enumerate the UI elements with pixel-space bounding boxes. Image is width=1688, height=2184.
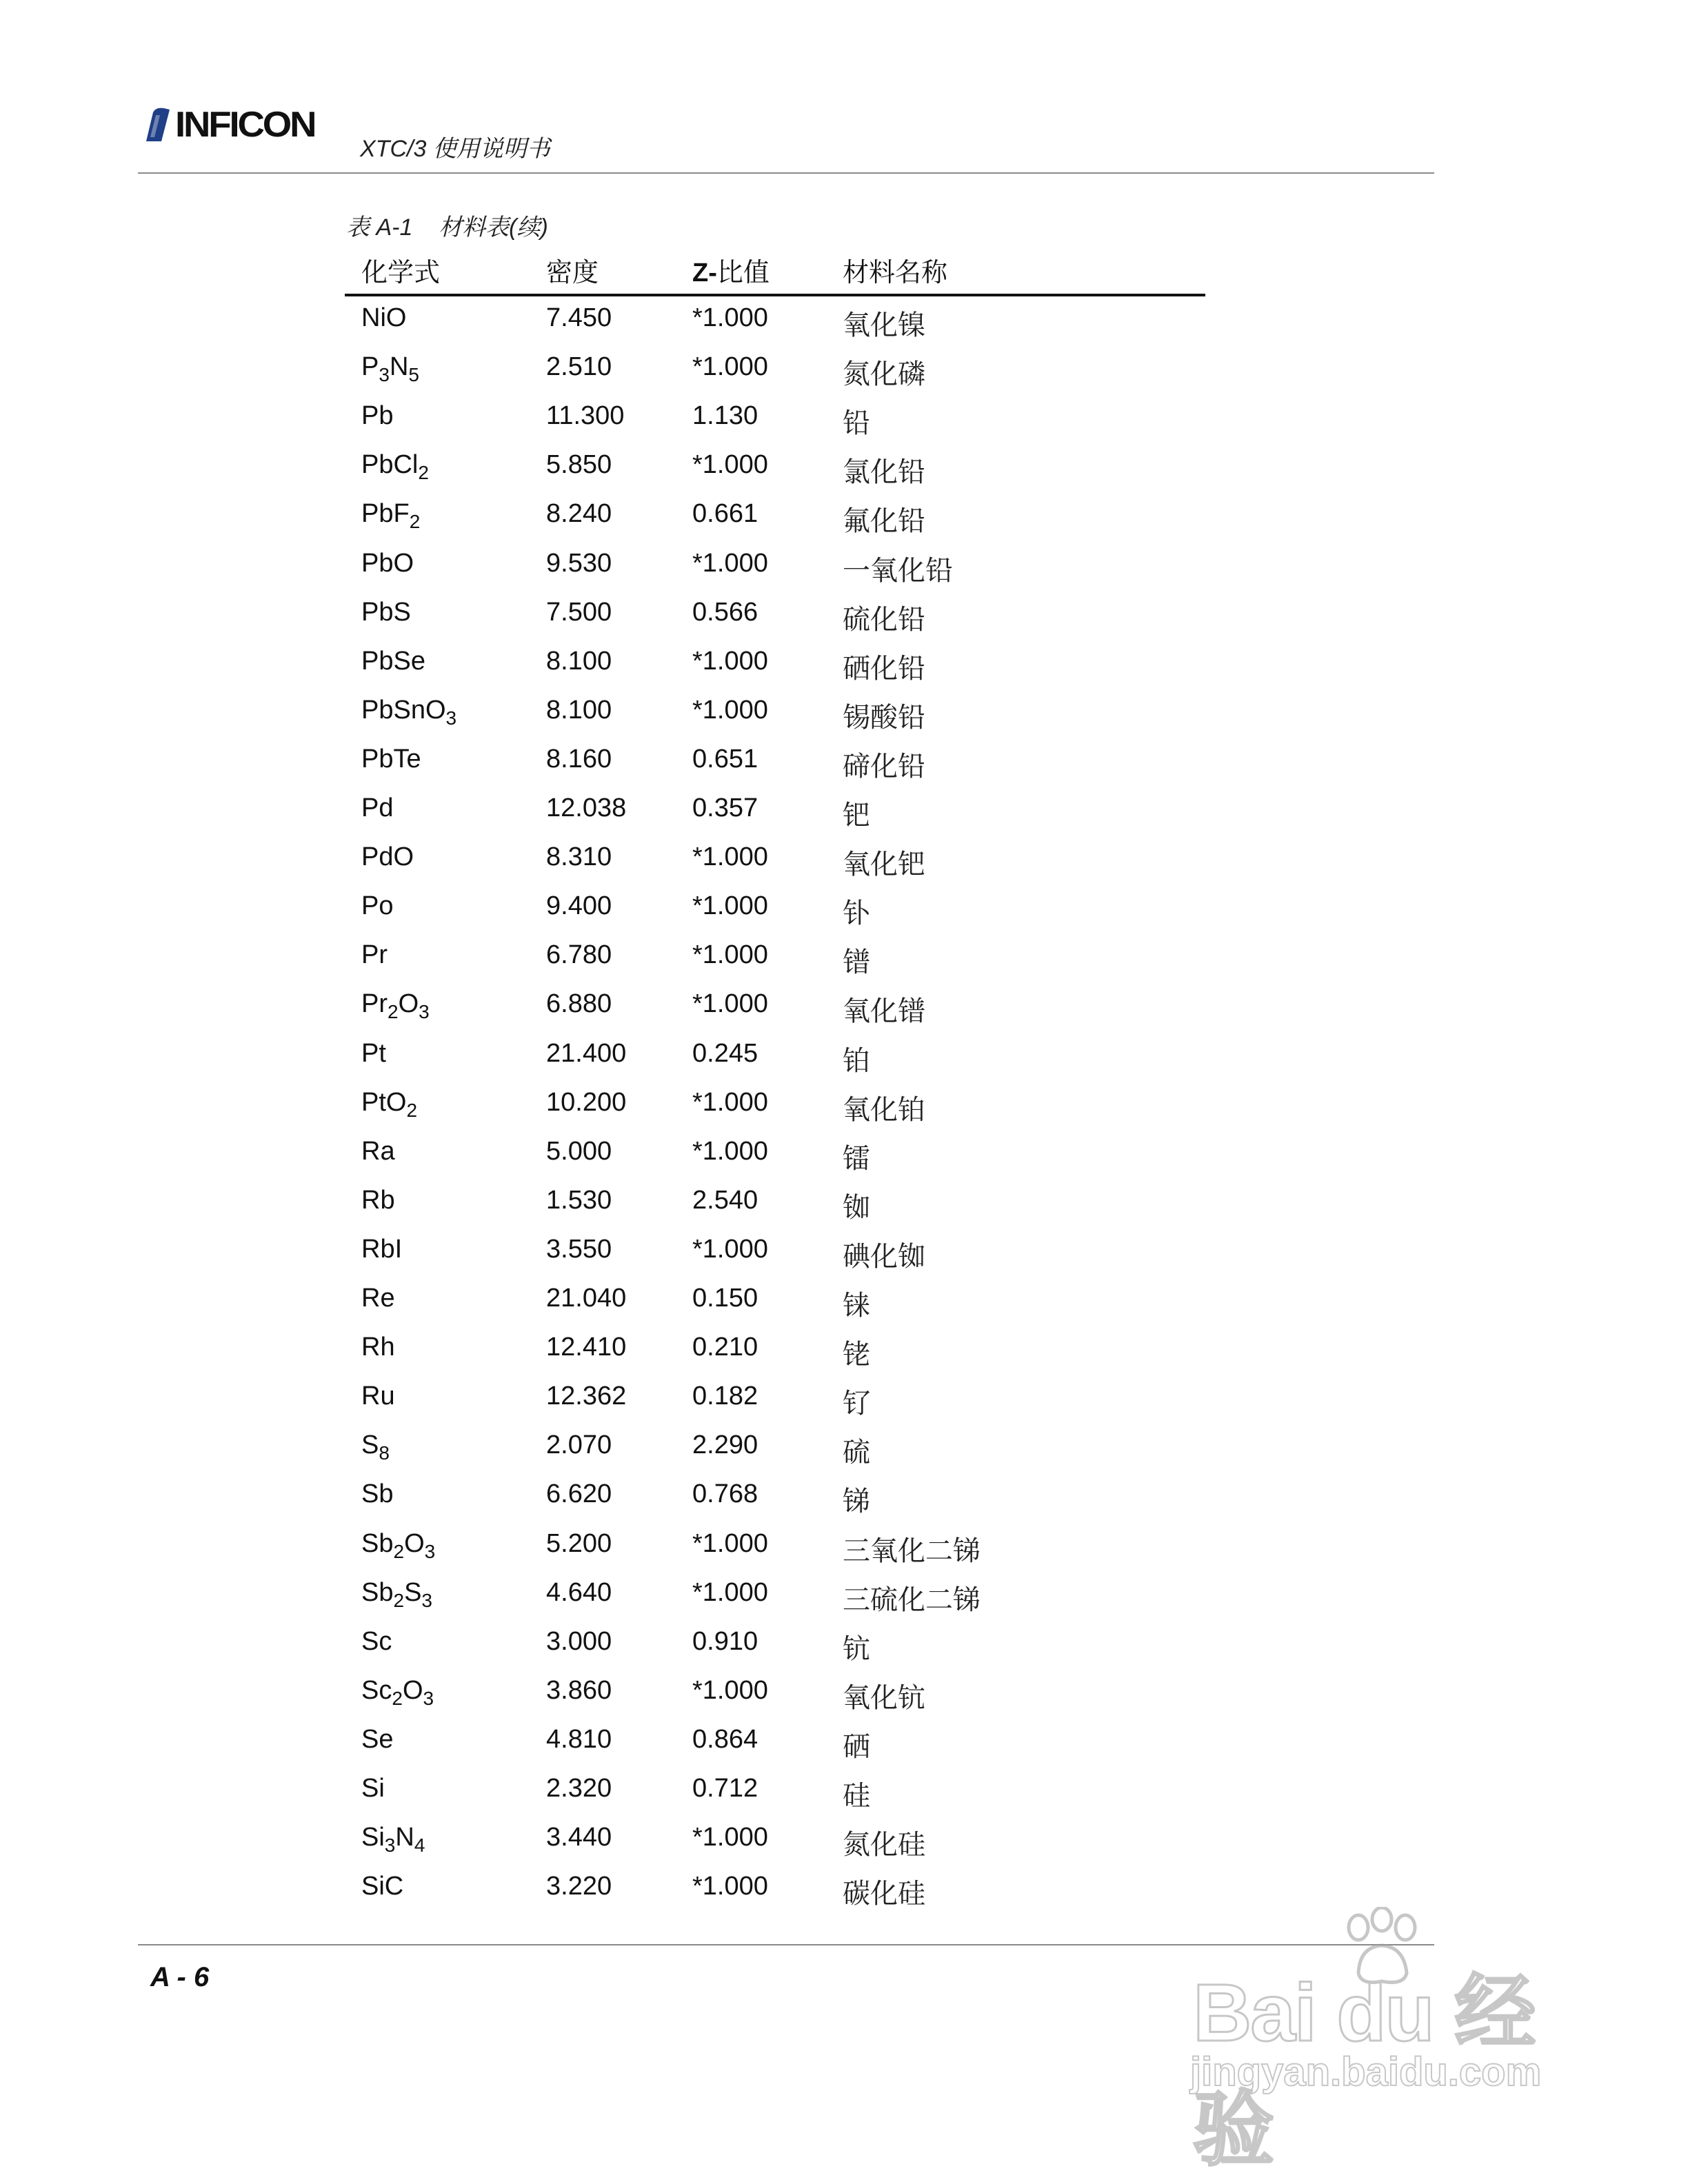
cell-z-ratio: 0.661 [692,499,758,529]
formula-text: PbS [361,597,411,627]
column-header-z-ratio [692,251,770,289]
table-row [0,1823,1688,1872]
cell-z-ratio: *1.000 [692,352,768,382]
cell-material-name: 镨 [843,947,870,979]
cell-material-name: 镭 [843,1142,870,1175]
cell-density: 11.300 [546,401,625,431]
formula-text: Re [361,1284,395,1313]
formula-text: PbF [361,499,410,529]
cell-material-name: 钪 [843,1632,870,1665]
formula-subscript: 3 [421,1589,432,1611]
cell-material-name: 硅 [843,1780,870,1812]
cell-density: 8.240 [546,499,612,529]
cell-density: 2.320 [546,1774,612,1803]
cell-material-name: 氮化磷 [843,358,925,391]
table-row [0,1235,1688,1284]
cell-density: 3.440 [546,1823,612,1852]
cell-material-name: 三硫化二锑 [843,1584,981,1616]
cell-material-name: 锡酸铅 [843,701,925,734]
table-row [0,1676,1688,1726]
table-row [0,696,1688,745]
cell-formula [361,1333,395,1362]
table-row [0,1430,1688,1480]
formula-text: Rh [361,1333,395,1362]
cell-formula [361,1627,392,1657]
cell-material-name: 氧化铂 [843,1093,925,1126]
formula-subscript: 8 [379,1442,390,1464]
formula-text: Sc [361,1675,392,1705]
formula-subscript: 2 [393,1589,405,1611]
cell-density: 4.810 [546,1724,612,1754]
cell-z-ratio: *1.000 [692,646,768,676]
formula-subscript: 2 [418,462,429,484]
cell-density: 8.100 [546,646,612,676]
table-row [0,1529,1688,1579]
table-row [0,1479,1688,1529]
cell-density: 1.530 [546,1185,612,1215]
cell-material-name: 铼 [843,1290,870,1322]
cell-z-ratio: *1.000 [692,695,768,725]
table-row [0,793,1688,843]
formula-text: S [361,1430,379,1460]
cell-density: 9.530 [546,548,612,578]
table-row [0,352,1688,402]
cell-material-name: 硫化铅 [843,603,925,636]
cell-formula [361,352,419,386]
cell-density: 5.850 [546,450,612,480]
cell-material-name: 氧化镨 [843,995,925,1028]
cell-z-ratio: *1.000 [692,1528,768,1558]
cell-formula [361,1872,403,1901]
table-row [0,1382,1688,1431]
cell-z-ratio: 0.651 [692,744,758,774]
cell-formula [361,450,429,484]
cell-density: 8.160 [546,744,612,774]
table-row [0,549,1688,598]
cell-density: 5.200 [546,1528,612,1558]
formula-text: RbI [361,1234,403,1264]
cell-formula [361,647,425,676]
formula-subscript: 3 [423,1687,434,1709]
formula-text: Pb [361,401,394,431]
cell-density: 4.640 [546,1577,612,1607]
formula-text: O [398,989,419,1019]
formula-text: PdO [361,842,414,872]
cell-density: 6.620 [546,1479,612,1509]
formula-text: Ra [361,1136,395,1166]
cell-material-name: 碘化铷 [843,1240,925,1273]
cell-density: 21.040 [546,1284,627,1313]
formula-text: PbO [361,548,414,578]
cell-density: 6.780 [546,940,612,970]
cell-z-ratio: 0.712 [692,1774,758,1803]
cell-material-name: 铷 [843,1191,870,1224]
table-row [0,1137,1688,1186]
cell-density: 3.000 [546,1626,612,1656]
formula-text: N [395,1823,414,1852]
cell-formula [361,1039,386,1069]
cell-formula [361,1137,395,1166]
cell-density: 3.220 [546,1872,612,1901]
z-ratio-prefix: Z- [692,259,717,287]
cell-material-name: 铅 [843,407,870,440]
table-row [0,1284,1688,1333]
cell-material-name: 氧化钪 [843,1681,925,1714]
cell-material-name: 铑 [843,1339,870,1371]
cell-density: 21.400 [546,1038,627,1068]
table-row [0,1088,1688,1138]
cell-z-ratio: *1.000 [692,1577,768,1607]
cell-z-ratio: 2.540 [692,1185,758,1215]
cell-formula [361,842,414,872]
formula-subscript: 2 [409,511,421,533]
cell-z-ratio: *1.000 [692,1234,768,1264]
cell-density: 3.550 [546,1234,612,1264]
cell-formula [361,1529,435,1563]
table-header-rule [345,294,1205,296]
formula-subscript: 3 [384,1834,396,1857]
cell-z-ratio: *1.000 [692,842,768,872]
cell-z-ratio: *1.000 [692,1087,768,1117]
formula-subscript: 2 [392,1687,403,1709]
table-row [0,1333,1688,1382]
cell-z-ratio: 0.910 [692,1626,758,1656]
formula-text: Sb [361,1577,394,1607]
cell-formula [361,598,411,627]
cell-material-name: 三氧化二锑 [843,1535,981,1567]
cell-density: 2.070 [546,1430,612,1460]
cell-formula [361,940,388,970]
cell-formula [361,793,393,823]
table-row [0,1578,1688,1628]
table-row [0,745,1688,794]
cell-density: 3.860 [546,1675,612,1705]
cell-formula [361,1479,393,1509]
cell-density: 7.450 [546,303,612,332]
cell-material-name: 氯化铅 [843,456,925,489]
cell-z-ratio: 0.357 [692,793,758,822]
formula-subscript: 3 [424,1540,436,1562]
logo-text: INFICON [175,105,315,145]
cell-formula [361,1823,425,1857]
formula-subscript: 2 [388,1001,399,1023]
table-row [0,647,1688,696]
cell-z-ratio: 0.566 [692,597,758,627]
cell-formula [361,1235,402,1264]
cell-formula [361,1676,434,1710]
cell-density: 9.400 [546,891,612,921]
cell-density: 12.362 [546,1382,627,1411]
cell-z-ratio: 0.210 [692,1333,758,1362]
formula-subscript: 3 [445,707,457,729]
table-row [0,1039,1688,1089]
cell-z-ratio: 1.130 [692,401,758,431]
cell-formula [361,1186,395,1215]
formula-text: Pr [361,989,388,1019]
table-row [0,499,1688,549]
cell-z-ratio: 0.182 [692,1382,758,1411]
formula-text: Pt [361,1038,386,1068]
cell-formula [361,1430,390,1464]
formula-text: Se [361,1724,394,1754]
cell-material-name: 硒 [843,1730,870,1763]
formula-subscript: 5 [408,364,419,386]
cell-formula [361,696,456,729]
watermark-brand: Bai du 经验 [1193,1968,1535,2176]
cell-material-name: 一氧化铅 [843,554,953,587]
formula-subscript: 3 [379,364,390,386]
cell-z-ratio: *1.000 [692,1872,768,1901]
cell-z-ratio: *1.000 [692,548,768,578]
watermark-url: jingyan.baidu.com [1190,2050,1542,2094]
formula-text: NiO [361,303,407,332]
formula-text: SiC [361,1872,404,1901]
cell-material-name: 锑 [843,1486,870,1518]
cell-material-name: 氧化镍 [843,310,925,341]
formula-text: Rb [361,1185,395,1215]
formula-text: PbSe [361,646,425,676]
cell-z-ratio: *1.000 [692,891,768,921]
cell-density: 8.310 [546,842,612,872]
cell-z-ratio: *1.000 [692,989,768,1019]
cell-material-name: 氟化铅 [843,505,925,538]
formula-text: N [389,352,409,382]
formula-text: Po [361,891,394,921]
table-row [0,303,1688,353]
formula-text: Si [361,1774,385,1803]
cell-density: 12.410 [546,1333,627,1362]
cell-density: 10.200 [546,1087,627,1117]
cell-formula [361,1088,417,1122]
cell-z-ratio: *1.000 [692,450,768,480]
formula-subscript: 2 [393,1540,405,1562]
cell-formula [361,401,393,431]
cell-material-name: 钋 [843,898,870,930]
header-divider [138,172,1434,174]
formula-text: Ru [361,1382,395,1411]
formula-subscript: 4 [414,1834,425,1857]
cell-material-name: 钯 [843,800,870,831]
column-header-formula: 化学式 [361,259,441,287]
formula-text: Sc [361,1626,392,1656]
formula-text: Si [361,1823,385,1852]
formula-text: PbTe [361,744,421,774]
cell-formula [361,1725,393,1755]
cell-material-name: 铂 [843,1044,870,1077]
cell-density: 8.100 [546,695,612,725]
formula-subscript: 2 [406,1099,418,1121]
table-row [0,1627,1688,1677]
cell-formula [361,1578,432,1612]
cell-formula [361,1774,385,1803]
formula-text: PtO [361,1087,407,1117]
cell-density: 5.000 [546,1136,612,1166]
cell-material-name: 碲化铅 [843,750,925,782]
cell-z-ratio: 0.150 [692,1284,758,1313]
cell-formula [361,745,421,774]
cell-formula [361,303,406,333]
table-row [0,842,1688,892]
cell-formula [361,549,414,578]
column-header-density: 密度 [546,259,599,287]
table-row [0,989,1688,1039]
cell-z-ratio: 2.290 [692,1430,758,1460]
cell-density: 7.500 [546,597,612,627]
formula-text: Sb [361,1479,394,1509]
table-row [0,1774,1688,1823]
cell-density: 12.038 [546,793,627,822]
cell-density: 6.880 [546,989,612,1019]
z-ratio-suffix: 比值 [716,259,770,287]
table-row [0,891,1688,941]
baidu-jingyan-watermark [1185,1907,1585,2176]
formula-text: Sb [361,1528,394,1558]
cell-material-name: 氧化钯 [843,849,925,881]
formula-text: PbSnO [361,695,446,725]
formula-text: O [404,1528,425,1558]
column-header-material-name: 材料名称 [843,259,948,287]
table-caption: 表 A-1 材料表(续) [346,214,548,241]
formula-text: P [361,352,379,382]
cell-material-name: 氮化硅 [843,1829,925,1861]
cell-formula [361,1284,395,1313]
formula-text: PbCl [361,450,419,480]
cell-z-ratio: 0.245 [692,1038,758,1068]
table-row [0,1186,1688,1235]
cell-z-ratio: *1.000 [692,1136,768,1166]
cell-z-ratio: *1.000 [692,303,768,332]
cell-formula [361,1382,395,1411]
table-row [0,401,1688,451]
table-row [0,940,1688,990]
cell-material-name: 钌 [843,1388,870,1420]
cell-formula [361,499,420,533]
document-title: XTC/3 使用说明书 [360,136,550,162]
cell-material-name: 碳化硅 [843,1878,925,1910]
cell-z-ratio: 0.864 [692,1724,758,1754]
cell-formula [361,891,393,921]
formula-text: S [404,1577,422,1607]
table-row [0,598,1688,647]
cell-material-name: 硒化铅 [843,652,925,685]
formula-text: Pd [361,793,394,822]
inficon-logo-mark-icon [143,105,171,144]
cell-material-name: 硫 [843,1437,870,1469]
formula-text: Pr [361,940,388,970]
cell-z-ratio: *1.000 [692,1675,768,1705]
cell-density: 2.510 [546,352,612,382]
table-row [0,450,1688,500]
cell-z-ratio: 0.768 [692,1479,758,1509]
cell-z-ratio: *1.000 [692,1823,768,1852]
formula-subscript: 3 [419,1001,430,1023]
inficon-logo [143,103,315,146]
cell-formula [361,989,430,1023]
formula-text: O [402,1675,423,1705]
table-row [0,1725,1688,1775]
cell-z-ratio: *1.000 [692,940,768,970]
page-number: A - 6 [150,1962,210,1992]
